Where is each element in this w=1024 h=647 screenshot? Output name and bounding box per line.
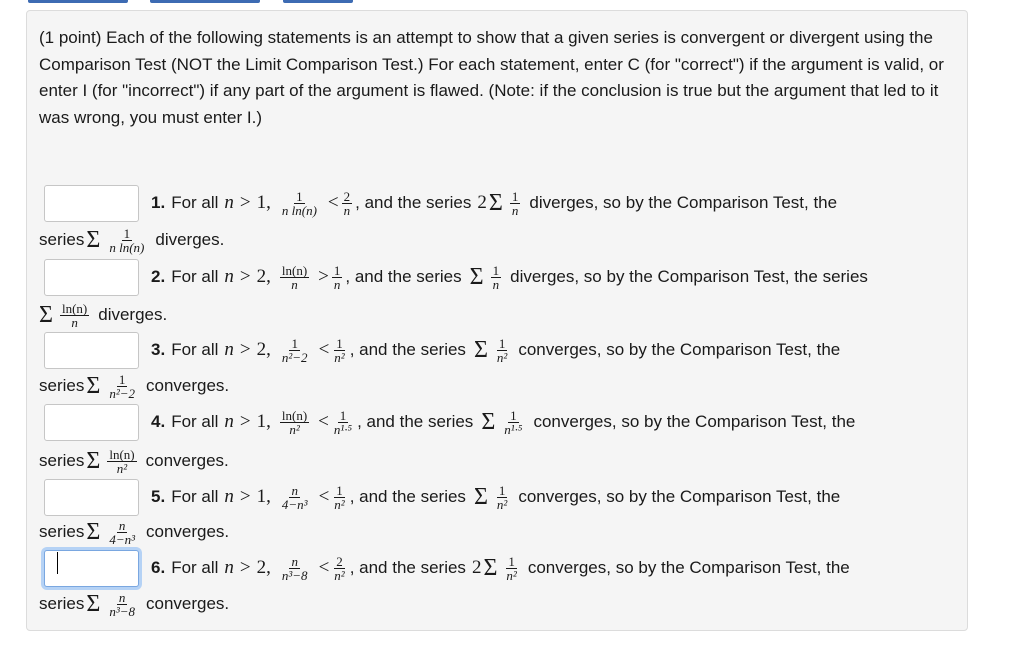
sigma-symbol: Σ (86, 518, 101, 545)
fraction: $\frac{n}{\text{4−n³}}$ (109, 517, 135, 547)
statement-line-4: 4. For all n > 1, $\frac{\ln(n)}{\text{n²}}$ < $\frac{1}{\text{n¹·⁵}}$ , and the series Σ $\frac{1}{\text{n¹·⁵}}$ converges, so by the Comparison Test, the (151, 407, 856, 437)
conclusion-line-5: series Σ $\frac{n}{\text{4−n³}}$ converges. (39, 517, 230, 547)
conclusion-line-3: series Σ $\frac{1}{\text{n²−2}}$ converges. (39, 371, 230, 401)
conclusion-line-4: series Σ $\frac{\ln(n)}{\text{n²}}$ converges. (39, 446, 229, 476)
answer-input-3[interactable] (44, 332, 139, 369)
problem-number: 1. (151, 193, 166, 212)
answer-input-4[interactable] (44, 404, 139, 441)
conclusion-line-6: series Σ $\frac{n}{\text{n³−8}}$ converges. (39, 589, 230, 619)
problem-number: 5. (151, 487, 166, 506)
fraction: $\frac{1}{\text{n ln(n)}}$ (281, 188, 317, 218)
fraction: $\frac{1}{\text{n²−2}}$ (109, 371, 135, 401)
sigma-symbol: Σ (488, 189, 503, 216)
sigma-symbol: Σ (473, 336, 488, 363)
fraction: $\frac{1}{\text{n¹·⁵}}$ (504, 407, 523, 437)
fraction: $\frac{n}{\text{4−n³}}$ (281, 482, 308, 512)
statement-line-1: 1. For all n > 1, $\frac{1}{\text{n ln(n)}}$ < $\frac{2}{n}$ , and the series 2 Σ $\frac{1}{n}$ diverges, so by the Comparison Test, the (151, 188, 838, 218)
sigma-symbol: Σ (86, 447, 101, 474)
sigma-symbol: Σ (86, 590, 101, 617)
fraction: $\frac{2}{\text{n²}}$ (334, 553, 345, 583)
tab-indicator (150, 0, 260, 3)
fraction: $\frac{1}{n}$ (333, 262, 341, 292)
problem-number: 3. (151, 340, 166, 359)
answer-input-5[interactable] (44, 479, 139, 516)
answer-input-1[interactable] (44, 185, 139, 222)
fraction: $\frac{1}{n}$ (492, 262, 500, 292)
fraction: $\frac{n}{\text{n³−8}}$ (281, 553, 308, 583)
problem-panel (26, 10, 968, 631)
text-cursor (57, 552, 58, 574)
statement-line-6: 6. For all n > 2, $\frac{n}{\text{n³−8}}$ < $\frac{2}{\text{n²}}$ , and the series 2 Σ $\frac{1}{\text{n²}}$ converges, so by the Comparison Test, the (151, 553, 850, 583)
problem-number: 2. (151, 267, 166, 286)
sigma-symbol: Σ (469, 263, 484, 290)
tab-indicator (283, 0, 353, 3)
problem-instructions: (1 point) Each of the following statements is an attempt to show that a given series is convergent or divergent using the Comparison Test (NOT the Limit Comparison Test.) For each statement, enter C (for "correct") if the argument is valid, or enter I (for "incorrect") if any part of the argument is flawed. (Note: if the conclusion is true but the argument that led to it was wrong, you must enter I.) (39, 28, 944, 127)
sigma-symbol: Σ (481, 408, 496, 435)
fraction: $\frac{\ln(n)}{n}$ (61, 300, 88, 330)
fraction: $\frac{1}{\text{n²}}$ (506, 553, 517, 583)
fraction: $\frac{1}{\text{n²}}$ (334, 335, 345, 365)
statement-line-2: 2. For all n > 2, $\frac{\ln(n)}{n}$ > $\frac{1}{n}$ , and the series Σ $\frac{1}{n}$ diverges, so by the Comparison Test, the series (151, 262, 868, 292)
fraction: $\frac{1}{\text{n²−2}}$ (281, 335, 308, 365)
conclusion-line-2: Σ $\frac{\ln(n)}{n}$ diverges. (39, 300, 168, 330)
fraction: $\frac{1}{\text{n ln(n)}}$ (109, 225, 145, 255)
fraction: $\frac{\ln(n)}{n}$ (281, 262, 308, 292)
fraction: $\frac{1}{n}$ (511, 188, 519, 218)
sigma-symbol: Σ (86, 372, 101, 399)
problem-number: 6. (151, 558, 166, 577)
statement-line-5: 5. For all n > 1, $\frac{n}{\text{4−n³}}$ < $\frac{1}{\text{n²}}$ , and the series Σ $\frac{1}{\text{n²}}$ converges, so by the Comparison Test, the (151, 482, 841, 512)
sigma-symbol: Σ (39, 301, 53, 328)
answer-input-2[interactable] (44, 259, 139, 296)
tab-indicator (28, 0, 128, 3)
answer-input-6[interactable] (44, 550, 139, 587)
fraction: $\frac{\ln(n)}{\text{n²}}$ (281, 407, 308, 437)
fraction: $\frac{1}{\text{n²}}$ (334, 482, 345, 512)
statement-line-3: 3. For all n > 2, $\frac{1}{\text{n²−2}}$ < $\frac{1}{\text{n²}}$ , and the series Σ $\frac{1}{\text{n²}}$ converges, so by the Comparison Test, the (151, 335, 841, 365)
sigma-symbol: Σ (473, 483, 488, 510)
fraction: $\frac{1}{\text{n¹·⁵}}$ (333, 407, 353, 437)
fraction: $\frac{\ln(n)}{\text{n²}}$ (109, 446, 135, 476)
conclusion-line-1: series Σ $\frac{1}{\text{n ln(n)}}$ diverges. (39, 225, 225, 255)
fraction: $\frac{n}{\text{n³−8}}$ (109, 589, 135, 619)
fraction: $\frac{1}{\text{n²}}$ (496, 482, 508, 512)
problem-number: 4. (151, 412, 166, 431)
sigma-symbol: Σ (86, 226, 101, 253)
fraction: $\frac{1}{\text{n²}}$ (496, 335, 508, 365)
fraction: $\frac{2}{n}$ (343, 188, 351, 218)
sigma-symbol: Σ (483, 554, 498, 581)
